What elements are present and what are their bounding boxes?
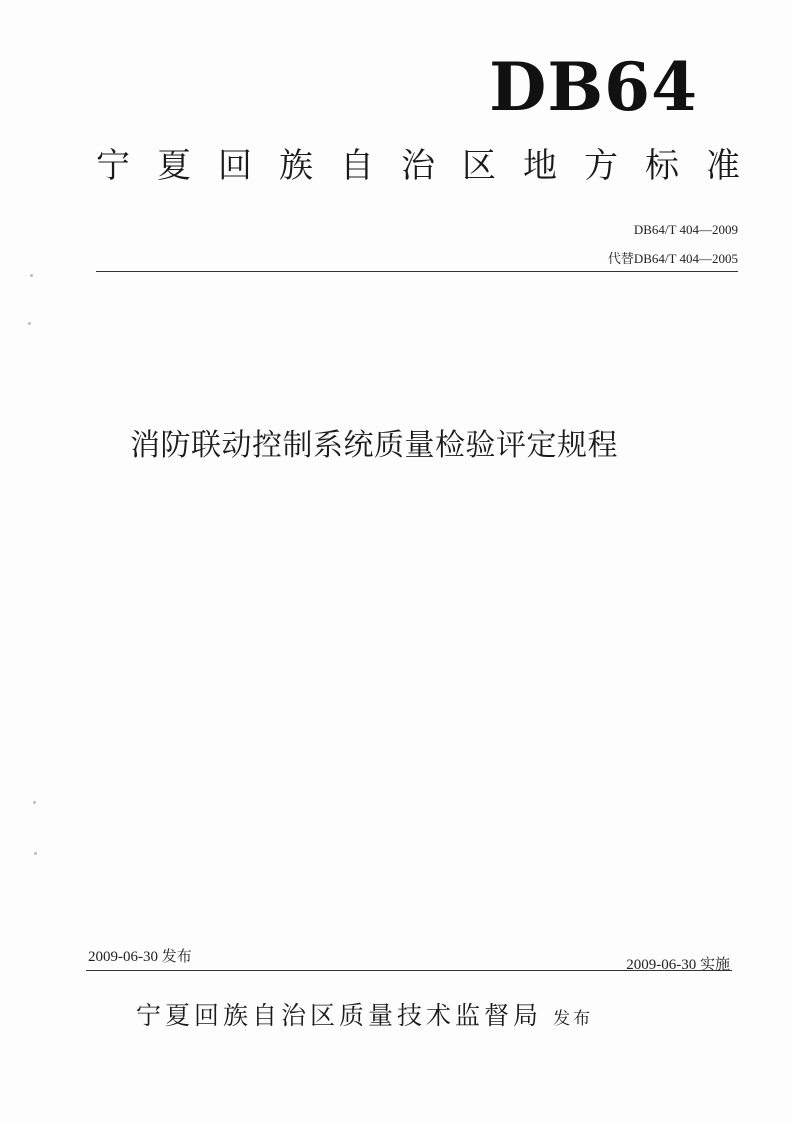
footer-divider <box>86 970 732 971</box>
implementation-date: 2009-06-30 实施 <box>626 957 730 973</box>
publisher-name: 宁夏回族自治区质量技术监督局 <box>136 1001 543 1030</box>
replaced-standard-number: 代替DB64/T 404—2005 <box>607 251 738 266</box>
header-divider <box>96 271 738 272</box>
scan-speck <box>30 274 33 277</box>
publish-label: 发布 <box>553 1009 594 1029</box>
scan-speck <box>33 801 36 804</box>
document-title: 消防联动控制系统质量检验评定规程 <box>130 428 618 463</box>
standard-code: DB64 <box>489 48 698 126</box>
standard-type-heading: 宁夏回族自治区地方标准 <box>96 146 767 186</box>
issue-date: 2009-06-30 发布 <box>88 949 192 965</box>
scan-speck <box>34 852 37 855</box>
standard-number: DB64/T 404—2009 <box>633 222 738 237</box>
publisher-line <box>136 996 593 1032</box>
scan-speck <box>28 322 31 325</box>
